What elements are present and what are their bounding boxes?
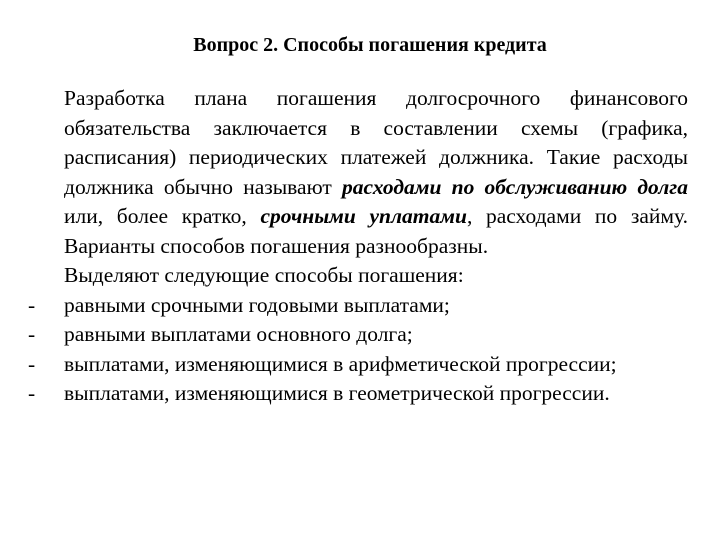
paragraph-text-3: , расходами по займу. Варианты способов погашения разнообразны. [64,204,688,258]
paragraph-text-2: или, более кратко, [64,204,261,228]
dash-bullet: - [28,322,36,346]
dash-bullet: - [28,351,36,376]
slide-title: Вопрос 2. Способы погашения кредита [193,34,547,56]
term-periodic-payments: срочными уплатами [260,204,467,228]
methods-list [28,291,688,409]
paragraph-text-1: Разработка плана погашения долгосрочного финансового обязательства заключается в составлении схемы (графика, расписания) периодических платежей должника. Такие расходы должника обычно называют [64,86,688,199]
list-item-text: равными срочными годовыми выплатами; [64,292,450,317]
list-item [28,291,688,321]
term-debt-service: расходами по обслуживанию долга [341,174,688,199]
list-item-text: выплатами, изменяющимися в арифметической прогрессии; [64,351,617,376]
dash-bullet: - [28,381,36,405]
list-item-text: выплатами, изменяющимися в геометрической прогрессии. [64,381,610,405]
list-item [28,379,688,409]
list-item [28,350,688,380]
slide-body [28,84,688,409]
intro-paragraph [64,84,688,261]
dash-bullet: - [28,292,36,317]
list-item-text: равными выплатами основного долга; [64,322,413,346]
list-intro: Выделяют следующие способы погашения: [64,263,464,287]
list-item [28,320,688,350]
